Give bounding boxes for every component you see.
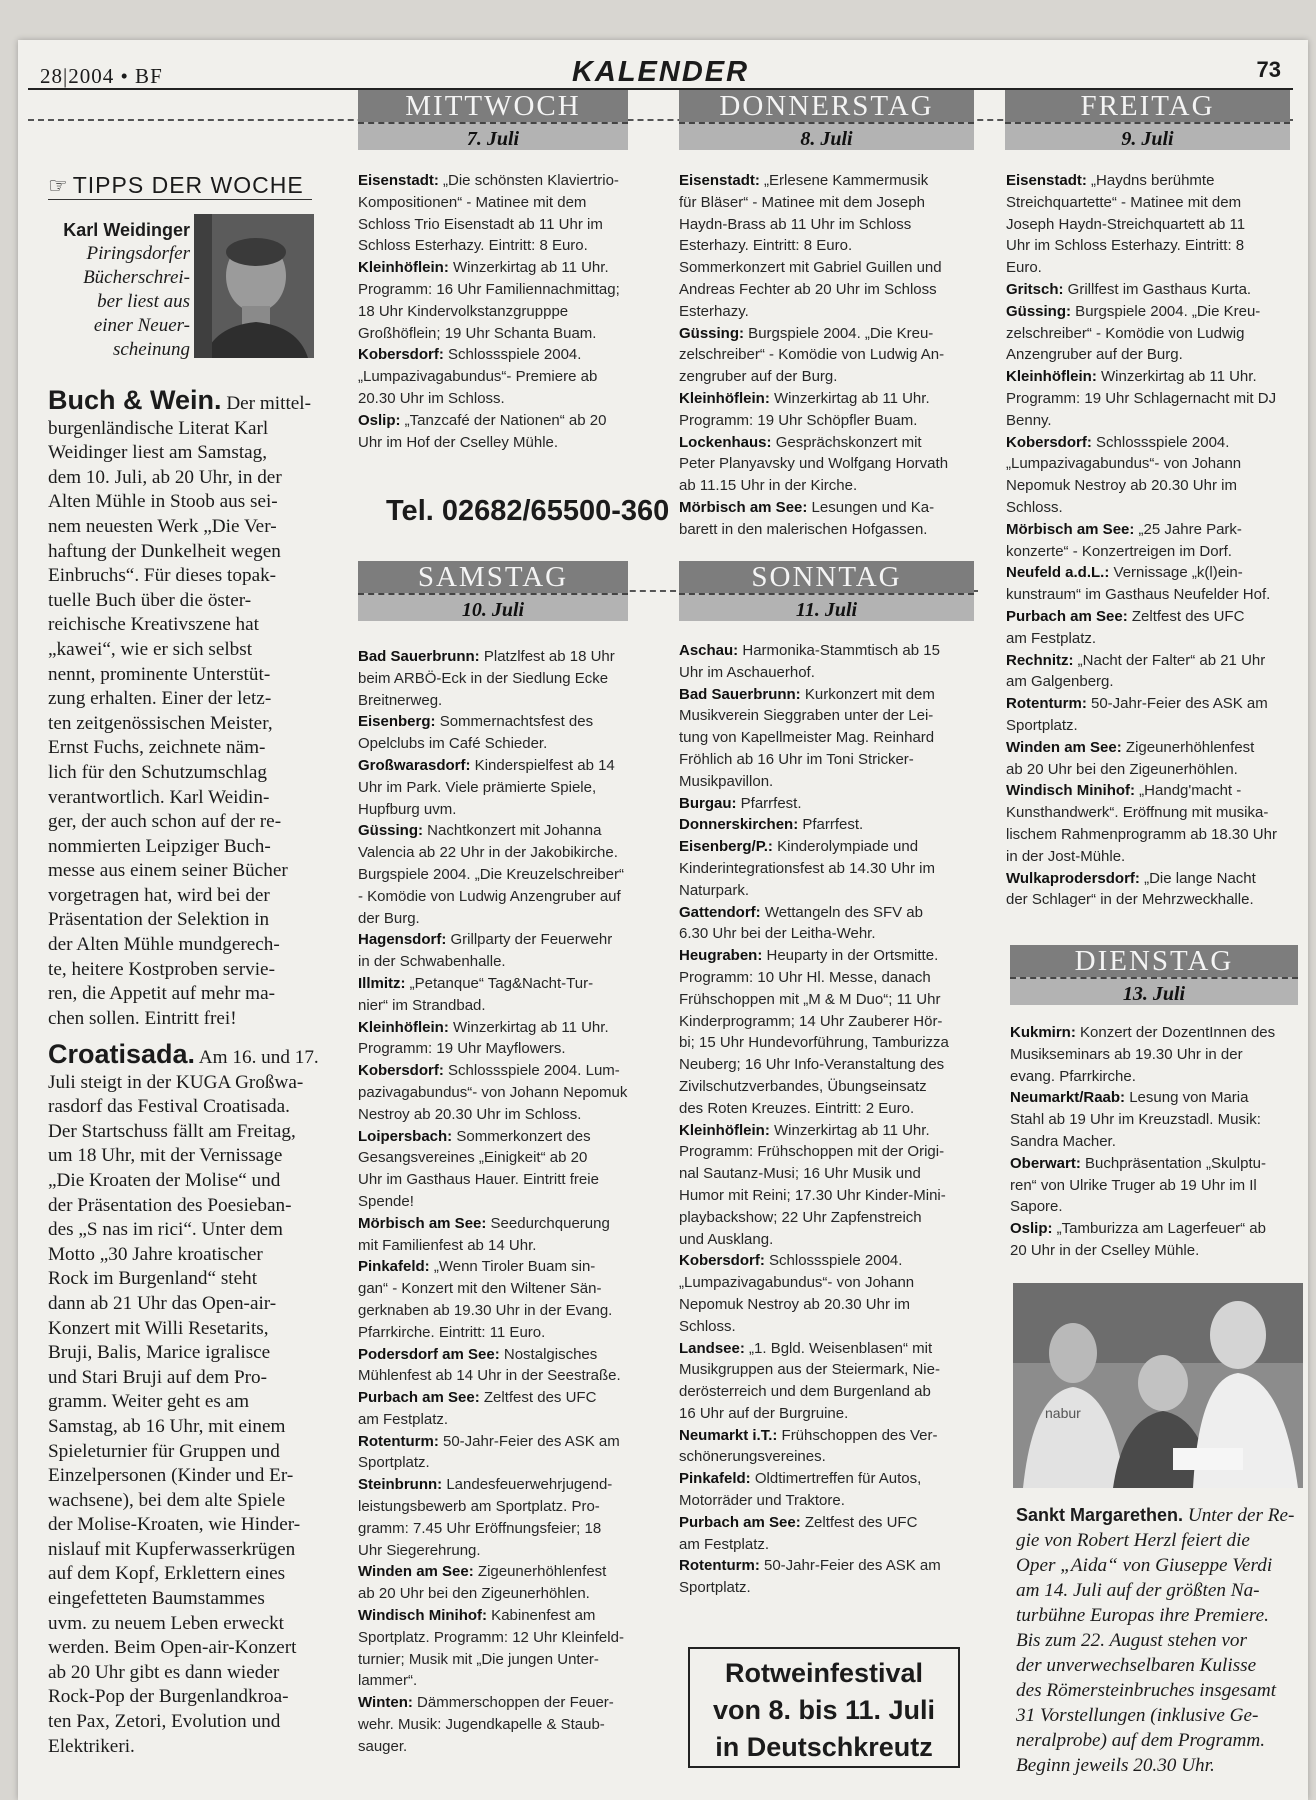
article-line: Weidinger liest am Samstag, [48, 442, 268, 464]
event-line: Eisenstadt: „Erlesene Kammermusik [679, 172, 929, 189]
freitag-events [1006, 170, 1301, 911]
event-line: Mühlenfest ab 14 Uhr in der Seestraße. [358, 1367, 621, 1385]
event-line: turnier; Musik mit „Die jungen Unter- [358, 1650, 599, 1668]
event-line: Windisch Minihof: Kabinenfest am [358, 1607, 596, 1625]
donnerstag-events [679, 170, 979, 541]
event-line: der Schlager“ in der Mehrzweckhalle. [1006, 891, 1254, 909]
event-line: „Lumpazivagabundus“- von Johann [1006, 455, 1242, 473]
event-line: Kobersdorf: Schlossspiele 2004. [1006, 433, 1230, 451]
day-date: 7. Juli [358, 122, 628, 150]
event-line: mit Familienfest ab 14 Uhr. [358, 1236, 537, 1254]
event-line: Kinderprogramm; 14 Uhr Zauberer Hör- [679, 1012, 943, 1030]
caption-line: Bis zum 22. August stehen vor [1016, 1630, 1247, 1651]
event-line: Peter Planyavsky und Wolfgang Horvath [679, 455, 949, 473]
event-line: Purbach am See: Zeltfest des UFC [679, 1513, 918, 1531]
event-line: Programm: 10 Uhr Hl. Messe, danach [679, 968, 931, 986]
article-line: auf dem Kopf, Erklettern eines [48, 1563, 286, 1585]
event-line: Neumarkt/Raab: Lesung von Maria [1010, 1089, 1249, 1107]
event-line: ren“ von Ulrike Truger ab 19 Uhr im Il [1010, 1176, 1257, 1194]
event-line: Mörbisch am See: Seedurchquerung [358, 1214, 610, 1232]
event-line: nal Sautanz-Musi; 16 Uhr Musik und [679, 1165, 921, 1183]
event-line: 20 Uhr in der Cselley Mühle. [1010, 1241, 1200, 1259]
article-line: Der Startschuss fällt am Freitag, [48, 1120, 296, 1142]
group-photo-image [1013, 1283, 1303, 1488]
event-line: Mörbisch am See: Lesungen und Ka- [679, 498, 935, 516]
event-line: Mörbisch am See: „25 Jahre Park- [1006, 520, 1242, 538]
day-name: MITTWOCH [358, 90, 628, 122]
article-line: te, heitere Kostproben servie- [48, 958, 275, 980]
event-line: Sandra Macher. [1010, 1132, 1116, 1150]
event-line: Programm: 19 Uhr Schlagernacht mit DJ [1006, 389, 1277, 407]
event-line: Andreas Fechter ab 20 Uhr im Schloss [679, 280, 937, 298]
event-line: schönerungsvereines. [679, 1448, 826, 1466]
event-line: Rotenturm: 50-Jahr-Feier des ASK am [358, 1432, 620, 1450]
article-line: nem neuesten Werk „Die Ver- [48, 515, 277, 537]
event-line: - Komödie von Ludwig Anzengruber auf [358, 887, 621, 905]
day-header-freitag [1005, 90, 1290, 150]
event-line: Rotenturm: 50-Jahr-Feier des ASK am [1006, 695, 1268, 713]
event-line: sauger. [358, 1737, 408, 1755]
event-line: Güssing: Burgspiele 2004. „Die Kreu- [679, 324, 934, 342]
event-line: Breitnerweg. [358, 691, 443, 709]
page-number: 73 [1256, 57, 1281, 82]
event-line: Bad Sauerbrunn: Platzlfest ab 18 Uhr [358, 648, 615, 665]
sonntag-events [679, 640, 979, 1599]
event-line: Uhr im Park. Viele prämierte Spiele, [358, 778, 597, 796]
event-line: Kukmirn: Konzert der DozentInnen des [1010, 1024, 1276, 1041]
event-line: Musikverein Sieggraben unter der Lei- [679, 707, 934, 725]
event-line: leistungsbewerb am Sportplatz. Pro- [358, 1498, 600, 1516]
box-line: in Deutschkreutz [715, 1732, 933, 1762]
mittwoch-events [358, 170, 648, 453]
article-line: „Die Kroaten der Molise“ und [48, 1169, 281, 1191]
day-date: 13. Juli [1010, 977, 1298, 1005]
event-line: Naturpark. [679, 881, 750, 899]
event-line: Programm: Frühschoppen mit der Origi- [679, 1143, 945, 1161]
portrait-image [194, 214, 314, 358]
event-line: Streichquartette“ - Matinee mit dem [1006, 193, 1242, 211]
article-line: vorgetragen hat, wird bei der [48, 884, 270, 906]
issue-label: 28|2004 • BF [40, 64, 163, 88]
article-line: gramm. Weiter geht es am [48, 1391, 250, 1413]
article-line: Juli steigt in der KUGA Großwa- [48, 1071, 304, 1093]
article-line: werden. Beim Open-air-Konzert [48, 1637, 297, 1659]
event-line: Sapore. [1010, 1198, 1063, 1216]
event-line: Fröhlich ab 16 Uhr im Toni Stricker- [679, 750, 914, 768]
event-line: 6.30 Uhr bei der Leitha-Wehr. [679, 925, 876, 943]
event-line: Schloss Esterhazy. Eintritt: 8 Euro. [358, 237, 588, 255]
event-line: Haydn-Brass ab 11 Uhr im Schloss [679, 215, 912, 233]
event-line: Sportplatz. [679, 1579, 751, 1597]
event-line: Joseph Haydn-Streichquartett ab 11 [1006, 215, 1246, 233]
event-line: 18 Uhr Kindervolkstanzgrupppe [358, 302, 569, 320]
article-line: Rock-Pop der Burgenlandkroa- [48, 1686, 289, 1708]
event-line: Burgau: Pfarrfest. [679, 794, 802, 812]
event-line: Großhöflein; 19 Uhr Schanta Buam. [358, 324, 597, 342]
article-line: verantwortlich. Karl Weidin- [48, 786, 270, 808]
event-line: ab 20 Uhr bei den Zigeunerhöhlen. [1006, 760, 1238, 778]
article-line: wachsene), bei dem alte Spiele [48, 1489, 286, 1511]
event-line: Nestroy ab 20.30 Uhr im Schloss. [358, 1105, 582, 1123]
event-line: Sommerkonzert mit Gabriel Guillen und [679, 259, 942, 277]
article-line: reichische Kreativszene hat [48, 614, 259, 636]
event-line: Oslip: „Tamburizza am Lagerfeuer“ ab [1010, 1220, 1266, 1238]
event-line: Musikseminars ab 19.30 Uhr in der [1010, 1045, 1243, 1063]
event-line: Zivilschutzverbandes, Übungseinsatz [679, 1077, 927, 1095]
event-line: Neumarkt i.T.: Frühschoppen des Ver- [679, 1426, 938, 1444]
event-line: konzerte“ - Konzertreigen im Dorf. [1006, 542, 1232, 560]
event-line: Spende! [358, 1192, 414, 1210]
article-line: Einzelpersonen (Kinder und Er- [48, 1465, 294, 1487]
caption-line: Beginn jeweils 20.30 Uhr. [1016, 1755, 1215, 1776]
article-line: Samstag, ab 16 Uhr, mit einem [48, 1415, 286, 1437]
event-line: Schloss Trio Eisenstadt ab 11 Uhr im [358, 215, 603, 233]
event-line: Frühschoppen mit „M & M Duo“; 11 Uhr [679, 990, 941, 1008]
event-line: Rotenturm: 50-Jahr-Feier des ASK am [679, 1557, 941, 1575]
event-line: beim ARBÖ-Eck in der Siedlung Ecke [358, 669, 609, 687]
event-line: am Festplatz. [1006, 629, 1097, 647]
aida-photo [1013, 1283, 1303, 1488]
event-line: Musikgruppen aus der Steiermark, Nie- [679, 1361, 940, 1379]
article-line: ab 20 Uhr gibt es dann wieder [48, 1661, 280, 1683]
event-line: Uhr im Aschauerhof. [679, 663, 815, 681]
day-header-dienstag [1010, 945, 1298, 1005]
event-line: Esterhazy. [679, 302, 749, 320]
caption-line [1016, 1503, 1306, 1528]
article-headline: Croatisada. [48, 1039, 196, 1069]
event-line: Burgspiele 2004. „Die Kreuzelschreiber“ [358, 865, 624, 883]
event-line: Aschau: Harmonika-Stammtisch ab 15 [679, 642, 940, 659]
event-line: Pinkafeld: „Wenn Tiroler Buam sin- [358, 1258, 596, 1276]
event-line: am Galgenberg. [1006, 673, 1114, 691]
event-line: am Festplatz. [679, 1535, 770, 1553]
author-caption [50, 242, 190, 362]
article-text: Am 16. und 17. [195, 1047, 319, 1068]
caption-line: am 14. Juli auf der größten Na- [1016, 1580, 1260, 1601]
event-line: Eisenberg: Sommernachtsfest des [358, 713, 594, 731]
event-line: Nepomuk Nestroy ab 20.30 Uhr im [1006, 477, 1237, 495]
event-line: Loipersbach: Sommerkonzert des [358, 1127, 591, 1145]
event-line: Motorräder und Traktore. [679, 1492, 845, 1510]
event-line: Podersdorf am See: Nostalgisches [358, 1345, 598, 1363]
day-header-donnerstag [679, 90, 974, 150]
event-line: Programm: 16 Uhr Familiennachmittag; [358, 280, 620, 298]
event-line: Schloss. [679, 1317, 736, 1335]
article-line: chen sollen. Eintritt frei! [48, 1007, 237, 1029]
day-date: 9. Juli [1005, 122, 1290, 150]
event-line: Pfarrkirche. Eintritt: 11 Euro. [358, 1323, 546, 1341]
event-line: zelschreiber“ - Komödie von Ludwig An- [679, 346, 945, 364]
article-line: dann ab 21 Uhr das Open-air- [48, 1292, 277, 1314]
article-line: zung erhalten. Einer der letz- [48, 688, 272, 710]
event-line: Pinkafeld: Oldtimertreffen für Autos, [679, 1470, 922, 1488]
article-line: ten Pax, Zetori, Evolution und [48, 1711, 281, 1733]
event-line: am Festplatz. [358, 1410, 449, 1428]
day-name: DIENSTAG [1010, 945, 1298, 977]
article-line: haftung der Dunkelheit wegen [48, 540, 281, 562]
event-line: Stahl ab 19 Uhr im Kreuzstadl. Musik: [1010, 1111, 1261, 1129]
event-line: Güssing: Burgspiele 2004. „Die Kreu- [1006, 302, 1261, 320]
dienstag-events [1010, 1022, 1305, 1262]
article-line: Rock im Burgenland“ steht [48, 1268, 258, 1290]
article-line: der Molise-Kroaten, wie Hinder- [48, 1514, 301, 1536]
caption-lead: Sankt Margarethen. [1016, 1505, 1184, 1525]
caption-line: 31 Vorstellungen (inklusive Ge- [1016, 1705, 1259, 1726]
day-date: 11. Juli [679, 593, 974, 621]
event-line: und Ausklang. [679, 1230, 774, 1248]
article-line: um 18 Uhr, mit der Vernissage [48, 1145, 283, 1167]
event-line: Anzengruber auf der Burg. [1006, 346, 1183, 364]
article-line: Einbruchs“. Für dieses topak- [48, 565, 277, 587]
event-line: bi; 15 Uhr Hundevorführung, Tamburizza [679, 1034, 949, 1052]
event-line: Großwarasdorf: Kinderspielfest ab 14 [358, 756, 615, 774]
event-line: Winden am See: Zigeunerhöhlenfest [358, 1563, 607, 1581]
article-line: und Stari Bruji auf dem Pro- [48, 1366, 268, 1388]
telephone-number: Tel. 02682/65500-360 [386, 495, 670, 527]
event-line: Kleinhöflein: Winzerkirtag ab 11 Uhr. [358, 259, 609, 277]
rotweinfestival-box [688, 1647, 960, 1768]
article-line: nislauf mit Kupferwasserkrügen [48, 1538, 296, 1560]
author-box [50, 218, 190, 362]
event-line: Valencia ab 22 Uhr in der Jakobikirche. [358, 844, 618, 862]
event-line: Esterhazy. Eintritt: 8 Euro. [679, 237, 853, 255]
caption-line: Piringsdorfer [86, 243, 190, 264]
pointing-hand-icon: ☞ [48, 173, 69, 198]
event-line: Hupfburg uvm. [358, 800, 457, 818]
article-line: Spieleturnier für Gruppen und [48, 1440, 280, 1462]
article-line: lich für den Schutzumschlag [48, 761, 267, 783]
event-line: Steinbrunn: Landesfeuerwehrjugend- [358, 1476, 613, 1494]
article-line: Konzert mit Willi Resetarits, [48, 1317, 269, 1339]
day-date: 10. Juli [358, 593, 628, 621]
event-line: Güssing: Nachtkonzert mit Johanna [358, 822, 602, 840]
article-line: nommierten Leipziger Buch- [48, 835, 271, 857]
article-line: burgenländische Literat Karl [48, 417, 269, 439]
event-line: Humor mit Reini; 17.30 Uhr Kinder-Mini- [679, 1186, 946, 1204]
event-line: 16 Uhr auf der Burgruine. [679, 1404, 849, 1422]
event-line: Kobersdorf: Schlossspiele 2004. Lum- [358, 1062, 620, 1080]
event-line: für Bläser“ - Matinee mit dem Joseph [679, 193, 925, 211]
article-line: ten zeitgenössischen Meister, [48, 712, 273, 734]
event-line: lischem Rahmenprogramm ab 18.30 Uhr [1006, 825, 1277, 843]
event-line: barett in den malerischen Hofgassen. [679, 520, 928, 538]
article-line: tuelle Buch über die öster- [48, 589, 252, 611]
box-line: Rotweinfestival [724, 1658, 924, 1688]
event-line: Uhr Siegerehrung. [358, 1541, 481, 1559]
event-line: Purbach am See: Zeltfest des UFC [358, 1389, 597, 1407]
event-line: gramm: 7.45 Uhr Eröffnungsfeier; 18 [358, 1519, 602, 1537]
event-line: Oslip: „Tanzcafé der Nationen“ ab 20 [358, 411, 607, 429]
buch-wein-article [48, 385, 322, 1031]
article-line: eingefetteten Baumstammes [48, 1588, 265, 1610]
event-line: zengruber auf der Burg. [679, 368, 838, 386]
day-name: DONNERSTAG [679, 90, 974, 122]
croatisada-article [48, 1039, 322, 1759]
event-line: tung von Kapellmeister Mag. Reinhard [679, 729, 935, 747]
day-date: 8. Juli [679, 122, 974, 150]
event-line: evang. Pfarrkirche. [1010, 1067, 1136, 1085]
caption-line: der unverwechselbaren Kulisse [1016, 1655, 1257, 1676]
event-line: Kleinhöflein: Winzerkirtag ab 11 Uhr. [1006, 368, 1257, 386]
article-line [48, 385, 322, 417]
event-line: Gesangsvereines „Einigkeit“ ab 20 [358, 1149, 588, 1167]
day-header-samstag [358, 561, 628, 621]
event-line: Nepomuk Nestroy ab 20.30 Uhr im [679, 1295, 910, 1313]
caption-line: ber liest aus [97, 291, 190, 312]
event-line: Musikpavillon. [679, 772, 774, 790]
event-line: lammer“. [358, 1672, 418, 1690]
event-line: in der Jost-Mühle. [1006, 847, 1126, 865]
day-name: FREITAG [1005, 90, 1290, 122]
article-line: der Präsentation des Poesieban- [48, 1194, 292, 1216]
caption-line: Bücherschrei- [83, 267, 190, 288]
event-line: Programm: 19 Uhr Mayflowers. [358, 1040, 566, 1058]
caption-line: Oper „Aida“ von Giuseppe Verdi [1016, 1555, 1273, 1576]
event-line: der Burg. [358, 909, 420, 927]
event-line: Winten: Dämmerschoppen der Feuer- [358, 1694, 614, 1712]
event-line: Sportplatz. [1006, 716, 1078, 734]
author-name: Karl Weidinger [63, 220, 190, 240]
tipps-heading [48, 172, 312, 200]
caption-line: scheinung [112, 339, 190, 360]
event-line: ab 20 Uhr bei den Zigeunerhöhlen. [358, 1585, 590, 1603]
event-line: playbackshow; 22 Uhr Zapfenstreich [679, 1208, 922, 1226]
event-line: Programm: 19 Uhr Schöpfler Buam. [679, 411, 918, 429]
article-line [48, 1039, 322, 1071]
article-line: Motto „30 Jahre kroatischer [48, 1243, 263, 1265]
article-line: des „S nas im rici“. Unter dem [48, 1219, 283, 1241]
event-line: Sportplatz. Programm: 12 Uhr Kleinfeld- [358, 1628, 624, 1646]
event-line: Eisenstadt: „Haydns berühmte [1006, 172, 1215, 189]
event-line: Kleinhöflein: Winzerkirtag ab 11 Uhr. [679, 1121, 930, 1139]
box-line: von 8. bis 11. Juli [712, 1695, 936, 1725]
event-line: kunstraum“ im Gasthaus Neufelder Hof. [1006, 586, 1271, 604]
event-line: Wulkaprodersdorf: „Die lange Nacht [1006, 869, 1256, 887]
article-line: ren, die Appetit auf mehr ma- [48, 983, 275, 1005]
caption-line: gie von Robert Herzl feiert die [1016, 1530, 1250, 1551]
event-line: Kunsthandwerk“. Eröffnung mit musika- [1006, 804, 1269, 822]
event-line: gan“ - Konzert mit den Wiltener Sän- [358, 1280, 602, 1298]
event-line: Kompositionen“ - Matinee mit dem [358, 193, 587, 211]
article-line: uvm. zu neuem Leben erweckt [48, 1612, 285, 1634]
event-line: Windisch Minihof: „Handg'macht - [1006, 782, 1242, 800]
event-line: Eisenberg/P.: Kinderolympiade und [679, 838, 919, 856]
event-line: des Roten Kreuzes. Eintritt: 2 Euro. [679, 1099, 915, 1117]
day-header-sonntag [679, 561, 974, 621]
event-line: Rechnitz: „Nacht der Falter“ ab 21 Uhr [1006, 651, 1266, 669]
article-headline: Buch & Wein. [48, 385, 222, 415]
event-line: Oberwart: Buchpräsentation „Skulptu- [1010, 1154, 1266, 1172]
event-line: Uhr im Gasthaus Hauer. Eintritt freie [358, 1171, 599, 1189]
aida-caption [1016, 1503, 1306, 1778]
event-line: Gritsch: Grillfest im Gasthaus Kurta. [1006, 280, 1252, 298]
event-line: Kinderintegrationsfest ab 14.30 Uhr im [679, 859, 935, 877]
event-line: Heugraben: Heuparty in der Ortsmitte. [679, 947, 939, 965]
event-line: „Lumpazivagabundus“- von Johann [679, 1274, 915, 1292]
section-title: KALENDER [571, 56, 750, 88]
author-photo [194, 214, 314, 358]
event-line: in der Schwabenhalle. [358, 953, 506, 971]
event-line: Bad Sauerbrunn: Kurkonzert mit dem [679, 685, 935, 703]
event-line: Lockenhaus: Gesprächskonzert mit [679, 433, 922, 451]
article-line: nennt, prominente Unterstüt- [48, 663, 271, 685]
event-line: zelschreiber“ - Komödie von Ludwig [1006, 324, 1245, 342]
article-line: „kawei“, wie er sich selbst [48, 638, 253, 660]
event-line: pazivagabundus“- von Johann Nepomuk [358, 1083, 628, 1101]
article-line: rasdorf das Festival Croatisada. [48, 1096, 290, 1118]
caption-line: einer Neuer- [93, 315, 190, 336]
event-line: Donnerskirchen: Pfarrfest. [679, 816, 864, 834]
shirt-text: nabur [1045, 1405, 1081, 1421]
day-name: SAMSTAG [358, 561, 628, 593]
event-line: Kobersdorf: Schlossspiele 2004. [358, 346, 582, 364]
article-line: Ernst Fuchs, zeichnete näm- [48, 737, 266, 759]
article-line: messe aus einem seiner Bücher [48, 860, 288, 882]
event-line: Purbach am See: Zeltfest des UFC [1006, 607, 1245, 625]
caption-line: neralprobe) auf dem Programm. [1016, 1730, 1266, 1751]
event-line: gerknaben ab 19.30 Uhr in der Evang. [358, 1301, 613, 1319]
day-header-mittwoch [358, 90, 628, 150]
event-line: Schloss. [1006, 498, 1063, 516]
day-name: SONNTAG [679, 561, 974, 593]
event-line: Gattendorf: Wettangeln des SFV ab [679, 903, 923, 921]
event-line: Illmitz: „Petanque“ Tag&Nacht-Tur- [358, 974, 594, 992]
event-line: Kleinhöflein: Winzerkirtag ab 11 Uhr. [679, 389, 930, 407]
article-text: Der mittel- [221, 393, 312, 414]
caption-line: des Römersteinbruches insgesamt [1016, 1680, 1277, 1701]
event-line: Euro. [1006, 259, 1042, 277]
article-line: Alten Mühle in Stoob aus sei- [48, 491, 278, 513]
event-line: Neufeld a.d.L.: Vernissage „k(l)ein- [1006, 564, 1243, 582]
article-line: dem 10. Juli, ab 20 Uhr, in der [48, 466, 282, 488]
caption-text: Unter der Re- [1183, 1505, 1295, 1526]
samstag-events [358, 646, 658, 1758]
event-line: Landsee: „1. Bgld. Weisenblasen“ mit [679, 1339, 933, 1357]
event-line: nier“ im Strandbad. [358, 996, 486, 1014]
event-line: wehr. Musik: Jugendkapelle & Staub- [358, 1716, 605, 1734]
event-line: Eisenstadt: „Die schönsten Klaviertrio- [358, 172, 619, 189]
event-line: Uhr im Hof der Cselley Mühle. [358, 433, 559, 451]
article-line: Elektrikeri. [48, 1735, 135, 1757]
event-line: Kleinhöflein: Winzerkirtag ab 11 Uhr. [358, 1018, 609, 1036]
event-line: Hagensdorf: Grillparty der Feuerwehr [358, 931, 613, 949]
event-line: 20.30 Uhr im Schloss. [358, 389, 505, 407]
article-line: der Alten Mühle mundgerech- [48, 934, 280, 956]
event-line: Sportplatz. [358, 1454, 430, 1472]
event-line: Opelclubs im Café Schieder. [358, 735, 548, 753]
event-line: Winden am See: Zigeunerhöhlenfest [1006, 738, 1255, 756]
event-line: Benny. [1006, 411, 1052, 429]
event-line: Uhr im Schloss Esterhazy. Eintritt: 8 [1006, 237, 1245, 255]
article-line: Präsentation der Selektion in [48, 909, 270, 931]
article-line: Bruji, Balis, Marice igralisce [48, 1342, 271, 1364]
article-line: ger, der auch schon auf der re- [48, 811, 282, 833]
event-line: Neuberg; 16 Uhr Info-Veranstaltung des [679, 1056, 945, 1074]
event-line: derösterreich und dem Burgenland ab [679, 1383, 931, 1401]
event-line: „Lumpazivagabundus“- Premiere ab [358, 368, 598, 386]
caption-line: turbühne Europas ihre Premiere. [1016, 1605, 1269, 1626]
event-line: Kobersdorf: Schlossspiele 2004. [679, 1252, 903, 1270]
event-line: ab 11.15 Uhr in der Kirche. [679, 477, 858, 495]
tipps-heading-text: TIPPS DER WOCHE [72, 172, 304, 198]
page-header [28, 52, 1293, 90]
